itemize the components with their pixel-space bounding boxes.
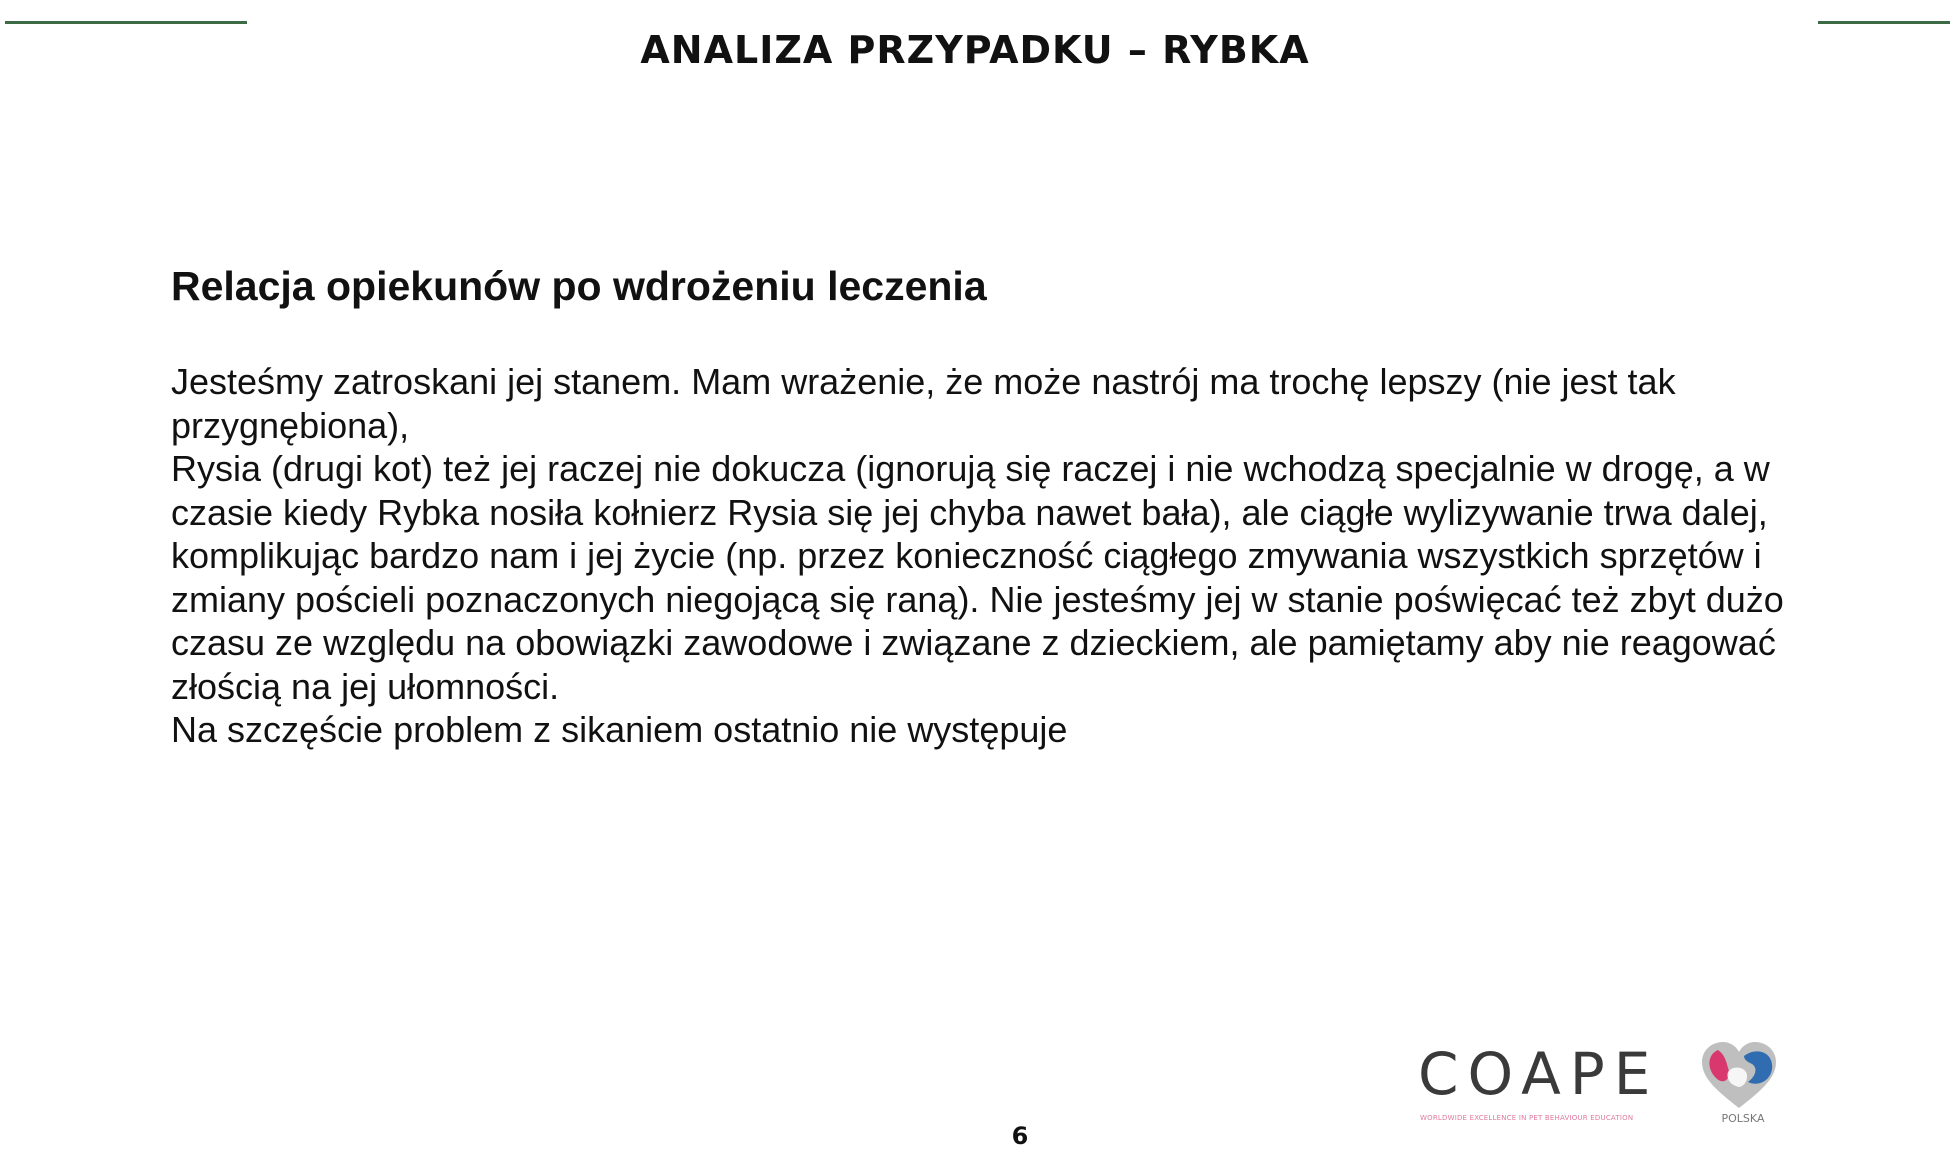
body-line: Rysia (drugi kot) też jej raczej nie dokucza (ignorują się raczej i nie wchodzą specjalnie w drogę, a w: [171, 448, 1770, 489]
page-number: 6: [1011, 1122, 1029, 1150]
body-line: komplikując bardzo nam i jej życie (np. przez konieczność ciągłego zmywania wszystkich sprzętów i: [171, 535, 1762, 576]
header-rule-right: [1818, 21, 1950, 24]
logo-subtitle: POLSKA: [1721, 1112, 1765, 1125]
logo-wordmark: COAPE: [1418, 1040, 1660, 1108]
body-line: czasu ze względu na obowiązki zawodowe i związane z dzieckiem, ale pamiętamy aby nie reagować: [171, 622, 1776, 663]
body-text: [171, 360, 1891, 752]
slide-title: ANALIZA PRZYPADKU – RYBKA: [640, 28, 1310, 72]
body-line: Na szczęście problem z sikaniem ostatnio nie występuje: [171, 709, 1068, 750]
logo-tagline: WORLDWIDE EXCELLENCE IN PET BEHAVIOUR EDUCATION: [1420, 1114, 1634, 1122]
section-subtitle: Relacja opiekunów po wdrożeniu leczenia: [171, 263, 987, 309]
body-line: zmiany pościeli poznaczonych niegojącą się raną). Nie jesteśmy jej w stanie poświęcać też zbyt dużo: [171, 578, 1784, 620]
body-line: Jesteśmy zatroskani jej stanem. Mam wrażenie, że może nastrój ma trochę lepszy (nie jest tak: [171, 361, 1676, 402]
header-rule-left: [5, 21, 247, 24]
body-line: czasie kiedy Rybka nosiła kołnierz Rysia się jej chyba nawet bała), ale ciągłe wylizywanie trwa dalej,: [171, 491, 1768, 533]
body-line: złością na jej ułomności.: [171, 665, 560, 707]
slide-content: [171, 258, 1891, 752]
body-line: przygnębiona),: [171, 404, 410, 446]
coape-logo: [1418, 1038, 1780, 1128]
coape-heart-logo-icon: [1698, 1038, 1780, 1112]
